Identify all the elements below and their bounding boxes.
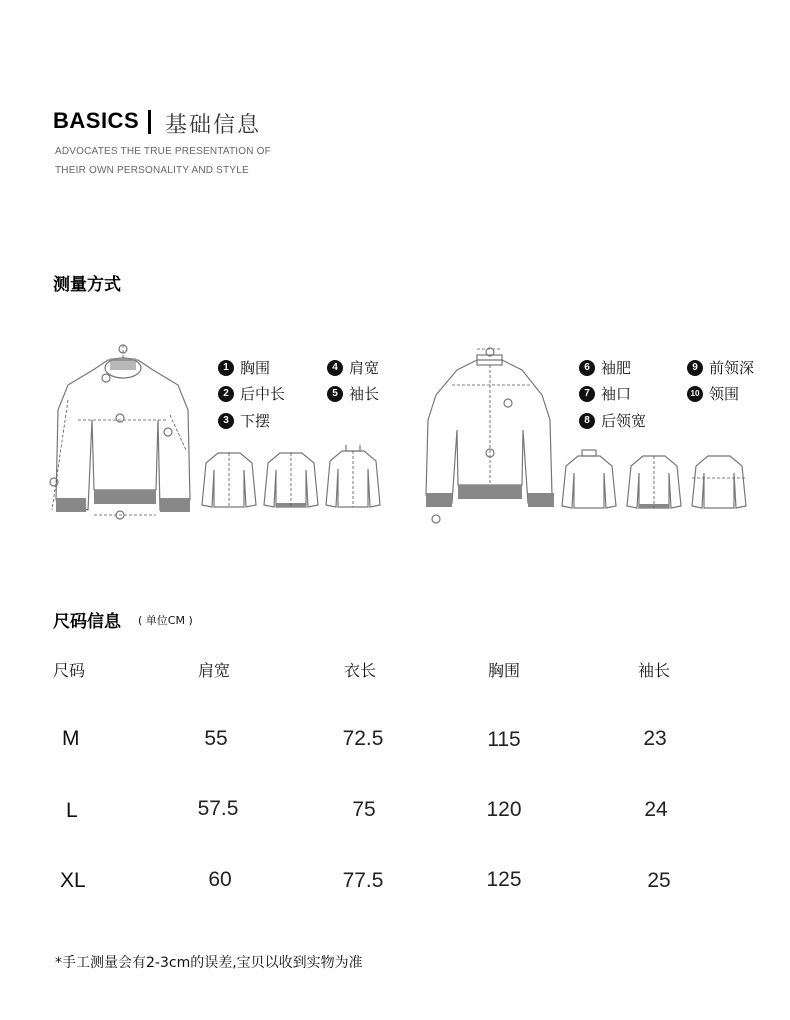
table-cell: 77.5 [342, 869, 384, 892]
legend-item-1 [218, 357, 270, 378]
legend-label: 袖口 [601, 385, 632, 403]
legend-label: 袖长 [349, 385, 380, 403]
col-header-shoulder: 肩宽 [198, 661, 231, 680]
jacket-thumbnails-left [200, 445, 390, 520]
table-cell: 25 [647, 869, 671, 892]
table-cell-size: XL [60, 869, 86, 892]
brand-title-en: BASICS [53, 108, 140, 133]
legend-item-7 [579, 383, 631, 404]
table-cell-size: M [62, 727, 80, 750]
legend-label: 下摆 [240, 412, 271, 430]
legend-label: 胸围 [240, 359, 271, 377]
brand-divider [148, 110, 151, 134]
table-cell: 120 [486, 798, 522, 821]
legend-number-badge: 3 [218, 413, 234, 429]
table-cell: 55 [204, 727, 228, 750]
col-header-sleeve: 袖长 [638, 661, 671, 680]
unit-note: ( 单位CM ) [138, 614, 193, 627]
table-cell: 57.5 [197, 797, 239, 820]
table-cell-size: L [66, 799, 78, 822]
legend-number-badge: 5 [327, 386, 343, 402]
legend-number-badge: 8 [579, 413, 595, 429]
legend-item-4 [327, 357, 379, 378]
legend-item-3 [218, 410, 270, 431]
legend-label: 后中长 [240, 385, 286, 403]
legend-number-badge: 7 [579, 386, 595, 402]
legend-item-6 [579, 357, 631, 378]
sweater-diagram-back [422, 345, 557, 525]
legend-item-8 [579, 410, 646, 431]
table-cell: 24 [644, 798, 668, 821]
col-header-size: 尺码 [53, 661, 86, 680]
legend-number-badge: 9 [687, 360, 703, 376]
table-cell: 115 [487, 728, 521, 751]
legend-number-badge: 4 [327, 360, 343, 376]
table-cell: 60 [208, 868, 232, 891]
legend-item-9 [687, 357, 754, 378]
tagline-line-1: ADVOCATES THE TRUE PRESENTATION OF [55, 146, 271, 157]
table-cell: 23 [643, 727, 667, 750]
legend-label: 领围 [709, 385, 740, 403]
jacket-thumbnails-right [560, 448, 755, 518]
legend-label: 肩宽 [349, 359, 380, 377]
measurement-footnote: *手工测量会有2-3cm的误差,宝贝以收到实物为准 [55, 955, 363, 971]
legend-label: 袖肥 [601, 359, 632, 377]
legend-item-5 [327, 383, 379, 404]
legend-item-10 [687, 383, 739, 404]
legend-label: 前领深 [709, 359, 755, 377]
col-header-chest: 胸围 [488, 661, 521, 680]
legend-label: 后领宽 [601, 412, 647, 430]
size-section-title: 尺码信息 [53, 612, 121, 632]
measure-section-title: 测量方式 [53, 275, 121, 295]
brand-title-cn: 基础信息 [165, 113, 262, 138]
table-cell: 72.5 [342, 727, 384, 750]
legend-number-badge: 2 [218, 386, 234, 402]
legend-number-badge: 6 [579, 360, 595, 376]
tagline-line-2: THEIR OWN PERSONALITY AND STYLE [55, 165, 249, 176]
legend-item-2 [218, 383, 285, 404]
table-cell: 125 [486, 868, 522, 891]
legend-number-badge: 10 [687, 386, 703, 402]
legend-number-badge: 1 [218, 360, 234, 376]
sweater-diagram-front [48, 340, 198, 525]
col-header-length: 衣长 [344, 661, 377, 680]
table-cell: 75 [352, 798, 376, 821]
